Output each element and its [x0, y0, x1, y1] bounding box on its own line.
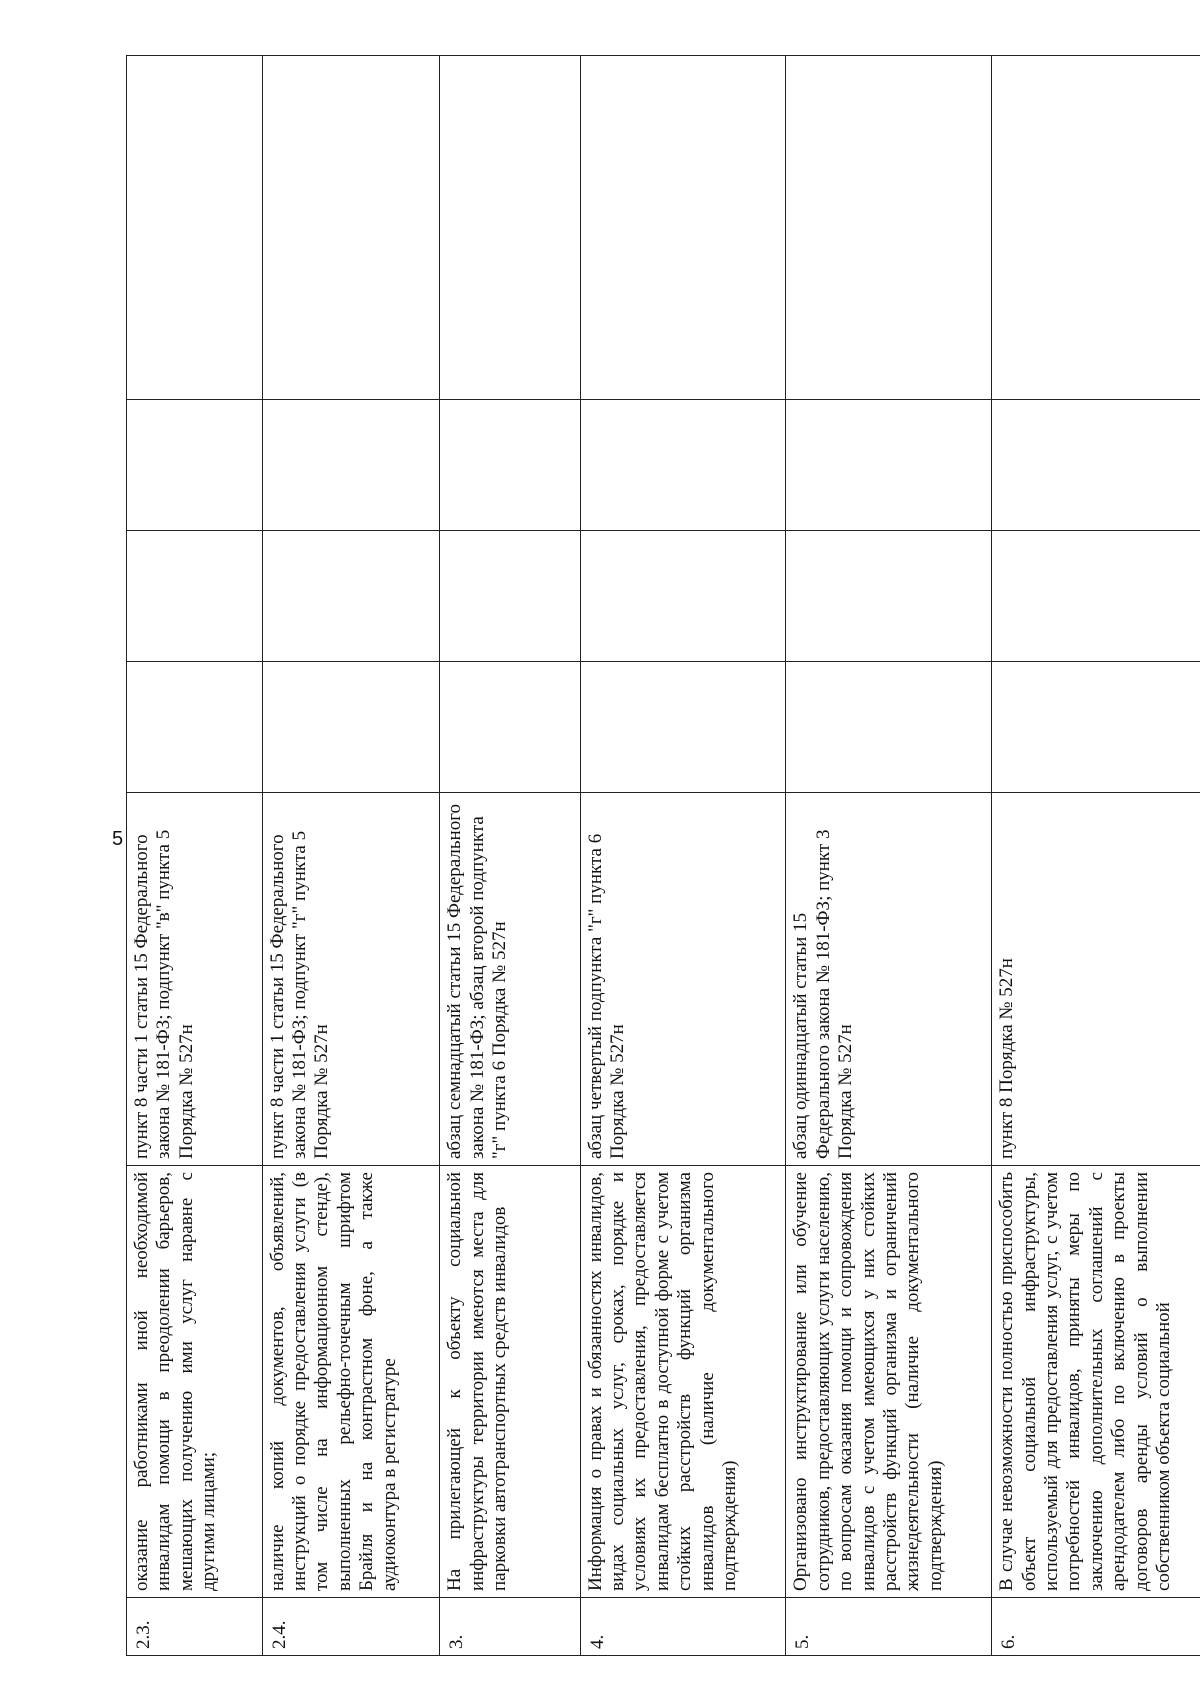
- criterion-text: наличие копий документов, объявлений, инструкций о порядке предоставления услуги (в том числе на информационном стенде), выполненных рельефно-точечным шрифтом Брайля и на контрастном фоне, а также аудиоконтура в регистратуре: [262, 1166, 440, 1598]
- empty-cell: [786, 56, 992, 400]
- empty-cell: [580, 400, 786, 531]
- criterion-text: На прилегающей к объекту социальной инфраструктуры территории имеются места для парковки автотранспортных средств инвалидов: [440, 1166, 580, 1598]
- empty-cell: [127, 662, 263, 793]
- empty-cell: [262, 531, 440, 662]
- empty-cell: [440, 56, 580, 400]
- table-row: [127, 56, 263, 1656]
- empty-cell: [580, 531, 786, 662]
- criterion-text: Информация о правах и обязанностях инвалидов, видах социальных услуг, сроках, порядке и условиях их предоставления, предоставляется инвалидам бесплатно в доступной форме с учетом стойких расстройств функций организма инвалидов (наличие документального подтверждения): [580, 1166, 786, 1598]
- empty-cell: [127, 400, 263, 531]
- criterion-text: оказание работниками иной необходимой инвалидам помощи в преодолении барьеров, мешающих получению ими услуг наравне с другими лицами;: [127, 1166, 263, 1598]
- legal-reference: абзац семнадцатый статьи 15 Федерального закона № 181-ФЗ; абзац второй подпункта "г" пункта 6 Порядка № 527н: [440, 793, 580, 1166]
- empty-cell: [580, 56, 786, 400]
- empty-cell: [127, 531, 263, 662]
- row-number: 2.4.: [262, 1598, 440, 1656]
- empty-cell: [786, 531, 992, 662]
- legal-reference: пункт 8 части 1 статьи 15 Федерального закона № 181-ФЗ; подпункт "в" пункта 5 Порядка № 527н: [127, 793, 263, 1166]
- table-row: [992, 56, 1200, 1656]
- empty-cell: [440, 531, 580, 662]
- legal-reference: пункт 8 части 1 статьи 15 Федерального закона № 181-ФЗ; подпункт "г" пункта 5 Порядка № 527н: [262, 793, 440, 1166]
- empty-cell: [440, 400, 580, 531]
- row-number: 3.: [440, 1598, 580, 1656]
- row-number: 5.: [786, 1598, 992, 1656]
- rotated-page: [126, 56, 1200, 1656]
- empty-cell: [127, 56, 263, 400]
- empty-cell: [992, 662, 1200, 793]
- empty-cell: [262, 400, 440, 531]
- empty-cell: [992, 56, 1200, 400]
- empty-cell: [440, 662, 580, 793]
- row-number: 4.: [580, 1598, 786, 1656]
- empty-cell: [580, 662, 786, 793]
- empty-cell: [262, 662, 440, 793]
- row-number: 6.: [992, 1598, 1200, 1656]
- table-row: [262, 56, 440, 1656]
- row-number: 2.3.: [127, 1598, 263, 1656]
- accessibility-criteria-table: [126, 55, 1200, 1656]
- criterion-text: Организовано инструктирование или обучение сотрудников, предоставляющих услуги населению, по вопросам оказания помощи и сопровождения инвалидов с учетом имеющихся у них стойких расстройств функций организма и ограничений жизнедеятельности (наличие документального подтверждения): [786, 1166, 992, 1598]
- empty-cell: [786, 400, 992, 531]
- table-row: [440, 56, 580, 1656]
- empty-cell: [992, 400, 1200, 531]
- legal-reference: пункт 8 Порядка № 527н: [992, 793, 1200, 1166]
- table-row: [786, 56, 992, 1656]
- empty-cell: [786, 662, 992, 793]
- criterion-text: В случае невозможности полностью приспособить объект социальной инфраструктуры, используемый для предоставления услуг, с учетом потребностей инвалидов, приняты меры по заключению дополнительных соглашений с арендодателем либо по включению в проекты договоров аренды условий о выполнении собственником объекта социальной: [992, 1166, 1200, 1598]
- legal-reference: абзац четвертый подпункта "г" пункта 6 Порядка № 527н: [580, 793, 786, 1166]
- empty-cell: [992, 531, 1200, 662]
- page-number: 5: [112, 828, 124, 850]
- table-row: [580, 56, 786, 1656]
- empty-cell: [262, 56, 440, 400]
- legal-reference: абзац одиннадцатый статьи 15 Федерального закона № 181-ФЗ; пункт 3 Порядка № 527н: [786, 793, 992, 1166]
